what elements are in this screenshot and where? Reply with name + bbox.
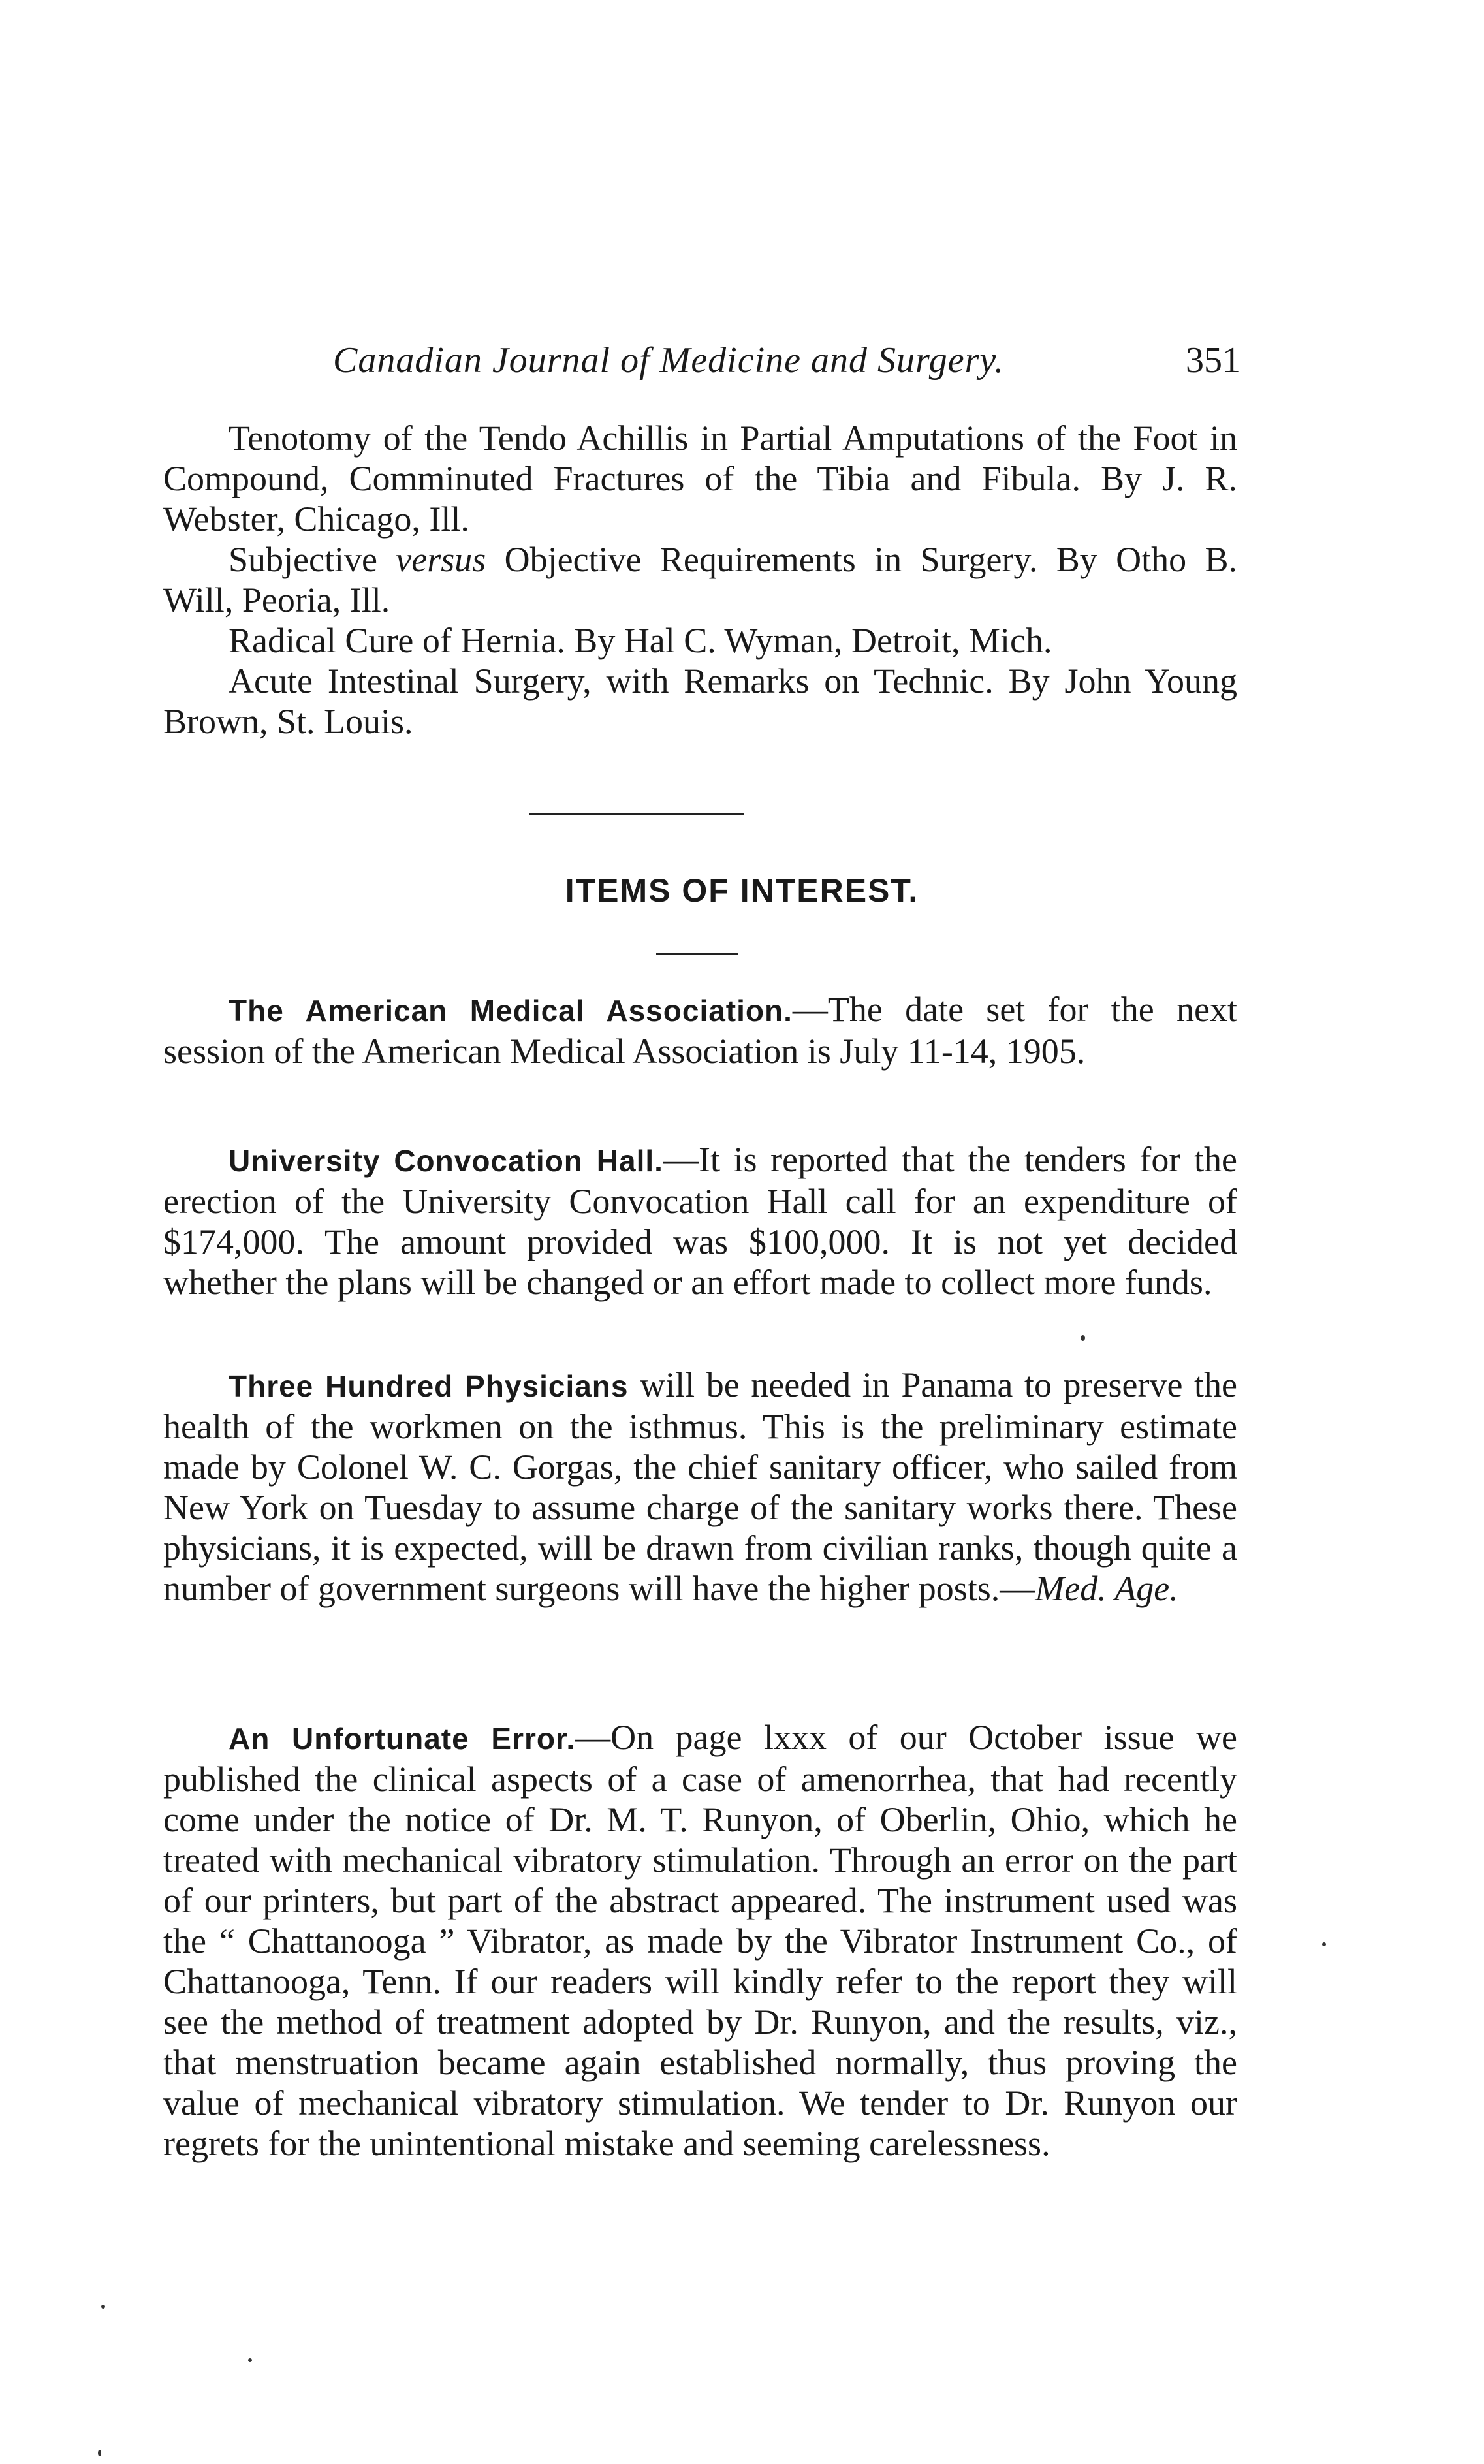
section-title: ITEMS OF INTEREST. [565, 872, 919, 909]
print-speck [1322, 1942, 1326, 1946]
news-item-body: will be needed in Panama to preserve the health of the workmen on the isthmus. This is the preliminary estimate made by Colonel W. C. Gorgas, the chief sanitary officer, who sailed from New York on Tuesday to assume charge of the sanitary works there. These physicians, it is expected, will be drawn from civilian ranks, though quite a number of government surgeons will have the higher posts.— [163, 1365, 1237, 1608]
news-item-body: —On page lxxx of our October issue we published the clinical aspects of a case of amenorrhea, that had recently come under the notice of Dr. M. T. Runyon, of Oberlin, Ohio, which he treated with mechanical vibratory stimulation. Through an error on the part of our printers, but part of the abstract appeared. The instrument used was the “ Chattanooga ” Vibrator, as made by the Vibrator Instrument Co., of Chattanooga, Tenn. If our readers will kindly refer to the report they will see the method of treatment adopted by Dr. Runyon, and the results, viz., that menstruation became again established normally, thus proving the value of mechanical vibratory stimulation. We tender to Dr. Runyon our regrets for the unintentional mistake and seeming carelessness. [163, 1718, 1237, 2163]
paper-text: Subjective [229, 540, 396, 579]
page-number: 351 [1186, 340, 1240, 381]
paper-list [163, 418, 1237, 742]
news-item-source: Med. Age. [1035, 1569, 1178, 1608]
news-item [163, 1365, 1237, 1609]
paper-entry: Acute Intestinal Surgery, with Remarks on Technic. By John Young Brown, St. Louis. [163, 661, 1237, 741]
news-item [163, 1139, 1237, 1303]
news-item-heading: University Convocation Hall. [229, 1144, 663, 1178]
news-item-heading: The American Medical Association. [229, 994, 793, 1028]
news-item-text [163, 1365, 1237, 1609]
page-header [313, 340, 1240, 392]
news-item [163, 989, 1237, 1071]
print-speck [248, 2358, 252, 2362]
paper-entry: Radical Cure of Hernia. By Hal C. Wyman, Detroit, Mich. [229, 621, 1052, 660]
running-head: Canadian Journal of Medicine and Surgery. [333, 340, 1005, 381]
news-item-text [163, 1139, 1237, 1303]
section-divider [529, 813, 744, 815]
paper-entry [163, 539, 1237, 620]
print-speck [98, 2450, 101, 2456]
news-item-text [163, 989, 1237, 1071]
news-item-body: —The date set for the next session of the American Medical Association is July 11-14, 1905. [163, 990, 1237, 1071]
title-underline [656, 953, 738, 955]
paper-italic-word: versus [396, 540, 486, 579]
paper-entry: Tenotomy of the Tendo Achillis in Partial Amputations of the Foot in Compound, Comminuted Fractures of the Tibia and Fibula. By J. R. Webster, Chicago, Ill. [163, 419, 1237, 539]
print-speck [1081, 1335, 1085, 1341]
news-item-heading: An Unfortunate Error. [229, 1722, 576, 1756]
news-item-body: —It is reported that the tenders for the erection of the University Convocation Hall call for an expenditure of $174,000. The amount provided was $100,000. It is not yet decided whether the plans will be changed or an effort made to collect more funds. [163, 1140, 1237, 1302]
news-item [163, 1717, 1237, 2164]
news-item-text [163, 1717, 1237, 2164]
print-speck [101, 2305, 105, 2309]
paper-text: Objective Requirements in Surgery. By Otho B. Will, Peoria, Ill. [163, 540, 1238, 620]
news-item-heading: Three Hundred Physicians [229, 1369, 629, 1403]
